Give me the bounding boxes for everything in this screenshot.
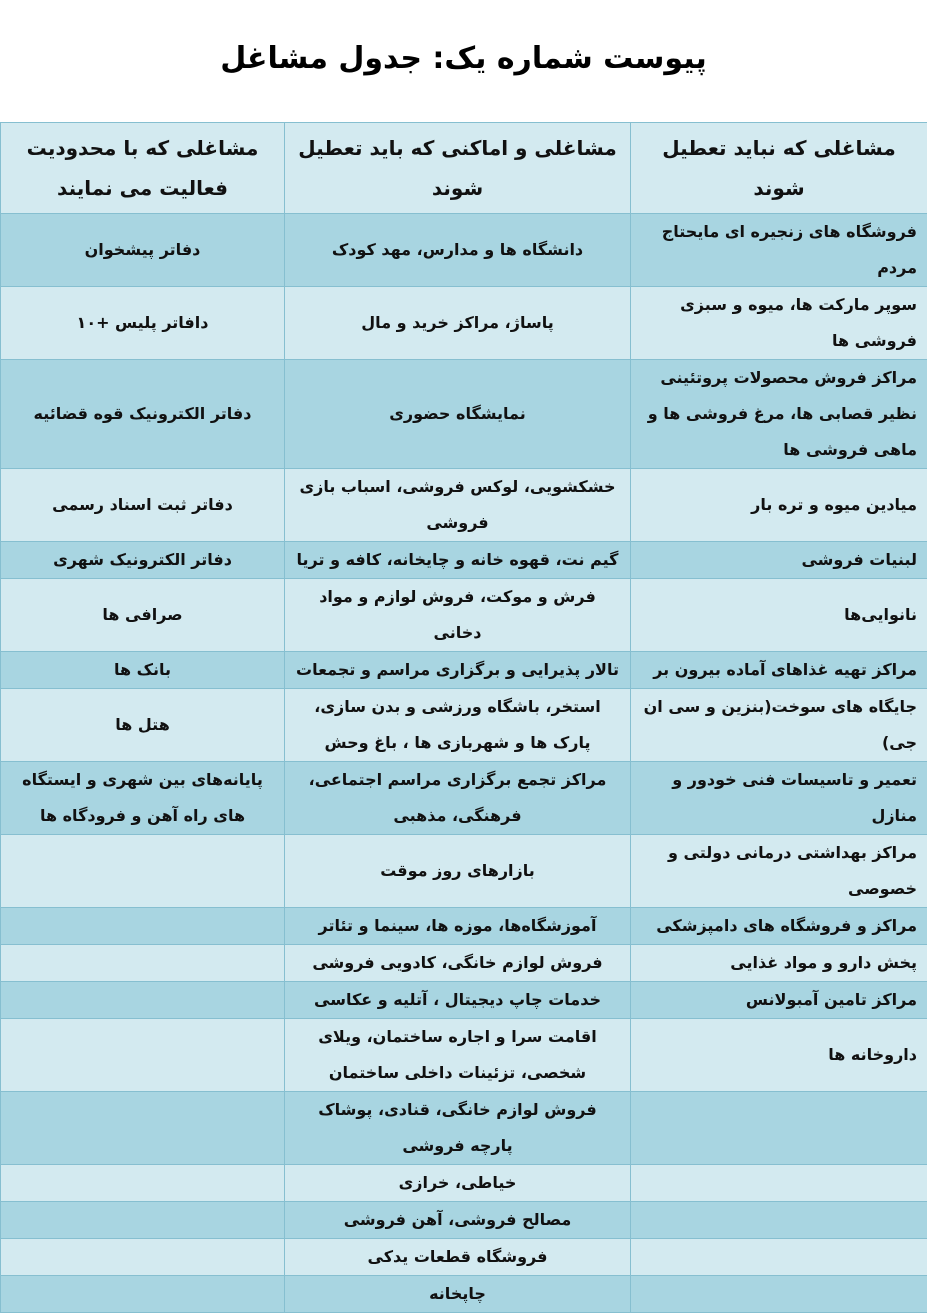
cell-must-close: پاساژ، مراکز خرید و مال xyxy=(285,287,631,360)
cell-limited-activity: دفاتر پیشخوان xyxy=(1,214,285,287)
cell-limited-activity xyxy=(1,1239,285,1276)
header-limited-activity: مشاغلی که با محدودیت فعالیت می نمایند xyxy=(1,123,285,214)
cell-must-not-close: سوپر مارکت ها، میوه و سبزی فروشی ها xyxy=(631,287,927,360)
header-must-close: مشاغلی و اماکنی که باید تعطیل شوند xyxy=(285,123,631,214)
cell-must-not-close xyxy=(631,1239,927,1276)
cell-limited-activity xyxy=(1,908,285,945)
cell-must-close: اقامت سرا و اجاره ساختمان، ویلای شخصی، تزئینات داخلی ساختمان xyxy=(285,1019,631,1092)
cell-limited-activity: بانک ها xyxy=(1,652,285,689)
cell-must-close: فرش و موکت، فروش لوازم و مواد دخانی xyxy=(285,579,631,652)
cell-must-not-close: مراکز تامین آمبولانس xyxy=(631,982,927,1019)
cell-must-not-close xyxy=(631,1092,927,1165)
cell-must-close: گیم نت، قهوه خانه و چایخانه، کافه و تریا xyxy=(285,542,631,579)
table-row xyxy=(1,579,927,652)
cell-must-close: خشکشویی، لوکس فروشی، اسباب بازی فروشی xyxy=(285,469,631,542)
table-row xyxy=(1,1276,927,1313)
cell-must-close: استخر، باشگاه ورزشی و بدن سازی، پارک ها و شهربازی ها ، باغ وحش xyxy=(285,689,631,762)
cell-must-not-close: پخش دارو و مواد غذایی xyxy=(631,945,927,982)
cell-must-close: آموزشگاه‌ها، موزه ها، سینما و تئاتر xyxy=(285,908,631,945)
table-row xyxy=(1,945,927,982)
table-row xyxy=(1,652,927,689)
cell-must-not-close: مراکز و فروشگاه های دامپزشکی xyxy=(631,908,927,945)
cell-must-not-close: نانوایی‌ها xyxy=(631,579,927,652)
cell-must-close: دانشگاه ها و مدارس، مهد کودک xyxy=(285,214,631,287)
cell-must-not-close xyxy=(631,1276,927,1313)
table-header-row xyxy=(1,123,927,214)
table-row xyxy=(1,689,927,762)
cell-must-close: خیاطی، خرازی xyxy=(285,1165,631,1202)
cell-must-close: فروشگاه قطعات یدکی xyxy=(285,1239,631,1276)
cell-must-not-close: داروخانه ها xyxy=(631,1019,927,1092)
table-row xyxy=(1,1019,927,1092)
cell-limited-activity xyxy=(1,982,285,1019)
table-row xyxy=(1,1239,927,1276)
table-row xyxy=(1,1092,927,1165)
cell-limited-activity xyxy=(1,835,285,908)
cell-limited-activity: هتل ها xyxy=(1,689,285,762)
cell-limited-activity: دفاتر ثبت اسناد رسمی xyxy=(1,469,285,542)
table-row xyxy=(1,542,927,579)
cell-limited-activity: پایانه‌های بین شهری و ایستگاه های راه آهن و فرودگاه ها xyxy=(1,762,285,835)
cell-must-close: بازارهای روز موقت xyxy=(285,835,631,908)
cell-must-close: خدمات چاپ دیجیتال ، آتلیه و عکاسی xyxy=(285,982,631,1019)
cell-must-close: فروش لوازم خانگی، قنادی، پوشاک پارچه فروشی xyxy=(285,1092,631,1165)
table-row xyxy=(1,908,927,945)
cell-limited-activity xyxy=(1,1092,285,1165)
cell-must-not-close: تعمیر و تاسیسات فنی خودور و منازل xyxy=(631,762,927,835)
header-must-not-close: مشاغلی که نباید تعطیل شوند xyxy=(631,123,927,214)
table-row xyxy=(1,982,927,1019)
table-row xyxy=(1,469,927,542)
cell-limited-activity xyxy=(1,1019,285,1092)
cell-must-close: مصالح فروشی، آهن فروشی xyxy=(285,1202,631,1239)
table-row xyxy=(1,287,927,360)
cell-limited-activity xyxy=(1,1165,285,1202)
cell-must-not-close: میادین میوه و تره بار xyxy=(631,469,927,542)
cell-must-not-close: مراکز تهیه غذاهای آماده بیرون بر xyxy=(631,652,927,689)
cell-limited-activity: دفاتر الکترونیک شهری xyxy=(1,542,285,579)
cell-limited-activity: صرافی ها xyxy=(1,579,285,652)
cell-must-not-close: مراکز بهداشتی درمانی دولتی و خصوصی xyxy=(631,835,927,908)
cell-must-not-close: جایگاه های سوخت(بنزین و سی ان جی) xyxy=(631,689,927,762)
cell-must-not-close: مراکز فروش محصولات پروتئینی نظیر قصابی ها، مرغ فروشی ها و ماهی فروشی ها xyxy=(631,360,927,469)
cell-limited-activity: دفاتر الکترونیک قوه قضائیه xyxy=(1,360,285,469)
table-row xyxy=(1,360,927,469)
cell-limited-activity xyxy=(1,1202,285,1239)
table-row xyxy=(1,1165,927,1202)
cell-limited-activity: دافاتر پلیس +۱۰ xyxy=(1,287,285,360)
cell-limited-activity xyxy=(1,1276,285,1313)
cell-must-not-close: لبنیات فروشی xyxy=(631,542,927,579)
occupations-table xyxy=(0,122,927,1313)
document-title: پیوست شماره یک: جدول مشاغل xyxy=(0,34,927,84)
cell-must-not-close: فروشگاه های زنجیره ای مایحتاج مردم xyxy=(631,214,927,287)
cell-must-close: فروش لوازم خانگی، کادویی فروشی xyxy=(285,945,631,982)
cell-limited-activity xyxy=(1,945,285,982)
table-row xyxy=(1,762,927,835)
table-row xyxy=(1,214,927,287)
table-row xyxy=(1,1202,927,1239)
table-row xyxy=(1,835,927,908)
cell-must-close: نمایشگاه حضوری xyxy=(285,360,631,469)
cell-must-not-close xyxy=(631,1202,927,1239)
cell-must-not-close xyxy=(631,1165,927,1202)
cell-must-close: چاپخانه xyxy=(285,1276,631,1313)
cell-must-close: مراکز تجمع برگزاری مراسم اجتماعی، فرهنگی، مذهبی xyxy=(285,762,631,835)
cell-must-close: تالار پذیرایی و برگزاری مراسم و تجمعات xyxy=(285,652,631,689)
